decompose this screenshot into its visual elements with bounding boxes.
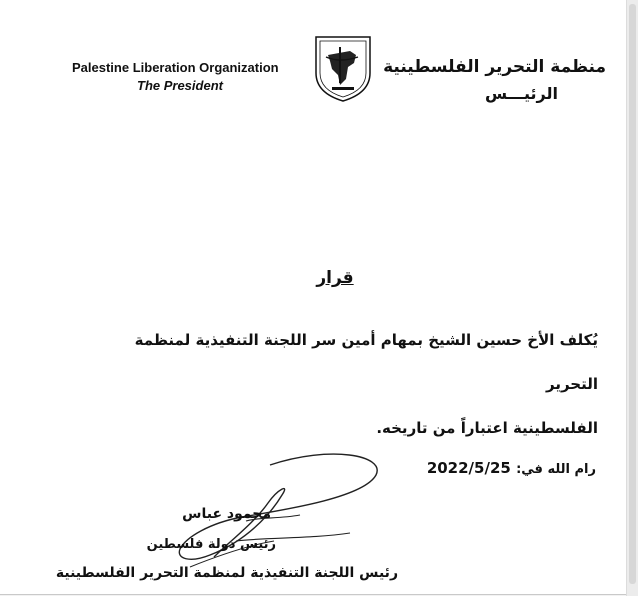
date-label: رام الله في: xyxy=(516,462,596,477)
signer-title-state: رئيس دولة فلسطين xyxy=(146,537,276,552)
date-line xyxy=(427,459,596,477)
document-body xyxy=(98,318,598,450)
plo-emblem-icon xyxy=(310,33,376,103)
scrollbar-thumb[interactable] xyxy=(629,4,636,584)
date-value: 2022/5/25 xyxy=(426,459,511,477)
body-line: يُكلف الأخ حسين الشيخ بمهام أمين سر اللجنة التنفيذية لمنظمة التحرير xyxy=(134,331,598,393)
document-title: قرار xyxy=(316,268,354,288)
signer-title-executive: رئيس اللجنة التنفيذية لمنظمة التحرير الفلسطينية xyxy=(55,565,398,581)
vertical-scrollbar[interactable] xyxy=(626,0,638,596)
body-line: الفلسطينية اعتباراً من تاريخه. xyxy=(376,419,598,437)
organization-name-arabic: منظمة التحرير الفلسطينية xyxy=(383,57,606,77)
president-title-arabic: الرئيـــس xyxy=(484,84,558,103)
signer-name: محمود عباس xyxy=(182,506,271,522)
organization-name-english: Palestine Liberation Organization xyxy=(72,60,279,75)
president-title-english: The President xyxy=(137,78,223,93)
